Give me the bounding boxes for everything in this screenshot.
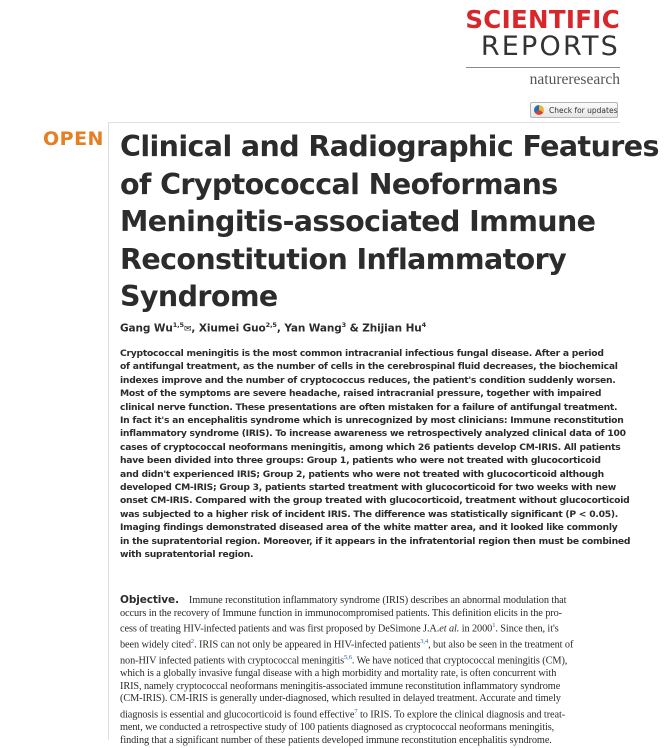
publisher-name: natureresearch [529, 71, 620, 88]
body-text-run: diagnosis is essential and glucocorticoid is found effective [120, 709, 355, 721]
abstract-line: inflammatory syndrome (IRIS). To increase awareness we retrospectively analyzed clinical data of 100 [120, 428, 626, 440]
abstract-line: and didn't experienced IRIS; Group 2, patients who were not treated with glucocorticoid although [120, 468, 604, 480]
body-line: occurs in the recovery of Immune function in immunocompromised patients. This definition elicits in the pro- [120, 607, 562, 619]
citation-link[interactable]: 2 [190, 638, 195, 646]
author-affiliation: 4 [421, 321, 427, 329]
abstract-line: In fact it's an encephalitis syndrome which is unrecognized by most clinicians: Immune reconstitution [120, 415, 624, 427]
citation-link[interactable]: 7 [354, 708, 358, 716]
abstract-line: indexes improve and the number of cryptococcus reduces, the patient's condition suddenly worsen. [120, 374, 616, 386]
abstract-line: cases of cryptococcal neoformans meningitis, among which 26 patients develop CM-IRIS. All patients [120, 441, 621, 453]
author-affiliation: 2,5 [265, 321, 277, 329]
body-line [120, 636, 625, 652]
author-name[interactable]: Zhijian Hu [362, 322, 422, 335]
author-affiliation: 1,5 [172, 321, 184, 329]
body-line: finding that a significant number of these patients developed immune reconstitution encephalitis syndrome. [120, 734, 552, 746]
abstract-line: Cryptococcal meningitis is the most common intracranial infectious fungal disease. After a period [120, 348, 604, 359]
author-name[interactable]: Xiumei Guo [198, 322, 266, 335]
body-text-run: cess of treating HIV-infected patients and was first proposed by DeSimone J.A. [120, 623, 440, 635]
body-line: IRIS, namely cryptococcal neoformans meningitis-associated immune reconstitution inflammatory syndrome [120, 680, 561, 692]
title-line: of Cryptococcal Neoformans [120, 167, 558, 201]
author-separator: , [276, 322, 285, 335]
body-text-run: in 2000 [459, 623, 493, 635]
abstract-line: developed CM-IRIS; Group 3, patients started treatment with glucocorticoid for two weeks with new [120, 482, 617, 494]
body-text-run: been widely cited [120, 639, 191, 651]
abstract-line: was subjected to a higher risk of incident IRIS. The difference was statistically significant (P < 0.05). [120, 508, 619, 520]
email-icon[interactable]: ✉ [183, 324, 192, 335]
body-text-run: to IRIS. To explore the clinical diagnosis and treat- [357, 709, 566, 721]
check-for-updates-label: Check for updates [549, 105, 618, 115]
section-heading: Objective. [120, 594, 179, 606]
body-italic: et al. [439, 623, 460, 635]
abstract-line: clinical nerve function. These presentations are often mistaken for a failure of antifungal treatment. [120, 401, 618, 413]
body-line [120, 706, 625, 722]
body-text-run: non-HIV infected patients with cryptococcal meningitis [120, 655, 345, 667]
citation-link[interactable]: 5,6 [344, 654, 352, 662]
open-access-tag: OPEN [43, 128, 104, 150]
body-section-objective [120, 594, 625, 747]
journal-name-line1: SCIENTIFIC [465, 5, 620, 34]
body-text-run: , but also be seen in the treatment of [428, 639, 574, 651]
title-line: Meningitis-associated Immune [120, 205, 596, 238]
citation-link[interactable]: 1 [492, 622, 496, 630]
title-line: Reconstitution Inflammatory [120, 242, 567, 276]
crossmark-icon [534, 105, 544, 115]
title-line: Syndrome [120, 280, 278, 313]
abstract-line: Most of the symptoms are severe headache, raised intracranial pressure, together with impaired [120, 388, 602, 400]
abstract-line: of antifungal treatment, as the number of cells in the cerebrospinal fluid decreases, the biochemical [120, 361, 618, 373]
body-text-run: Immune reconstitution inflammatory syndrome (IRIS) describes an abnormal modulation that [188, 595, 567, 606]
title-line: Clinical and Radiographic Features [120, 130, 659, 163]
body-line [120, 594, 625, 608]
body-line: which is a globally invasive fungal disease with a high morbidity and mortality rate, is often concurrent with [120, 668, 557, 680]
citation-link[interactable]: 3,4 [420, 638, 429, 646]
header-rule [108, 122, 620, 123]
body-line: (CM-IRIS). CM-IRIS is generally under-diagnosed, which resulted in delayed treatment. Accurate and timely [120, 693, 561, 705]
author-separator: , [191, 322, 199, 335]
abstract-line: with supratentorial region. [120, 549, 254, 561]
abstract [120, 347, 630, 562]
author-separator: & [346, 322, 363, 335]
body-line [120, 620, 625, 636]
abstract-line: onset CM-IRIS. Compared with the group treated with glucocorticoid, treatment without glucocorticoid [120, 495, 630, 507]
body-line: ment, we conducted a retrospective study of 100 patients diagnosed as cryptococcal neoformans meningitis, [120, 722, 555, 734]
check-for-updates-button[interactable] [530, 102, 618, 118]
author-name[interactable]: Gang Wu [120, 322, 173, 335]
abstract-line: have been divided into three groups: Group 1, patients who were not treated with glucocorticoid [120, 455, 601, 467]
journal-name-line2: REPORTS [480, 31, 620, 62]
masthead-divider [466, 67, 620, 68]
body-text-run: . IRIS can not only be appeared in HIV-infected patients [194, 639, 421, 651]
body-text-run: . We have noticed that cryptococcal meningitis (CM), [351, 655, 568, 667]
abstract-line: in the supratentorial region. Moreover, if it appears in the infratentorial region then must be combined [120, 535, 631, 547]
author-list [120, 321, 426, 335]
author-name[interactable]: Yan Wang [284, 322, 342, 335]
body-text-run: . Since then, it's [495, 623, 559, 635]
abstract-line: Imaging findings demonstrated diseased area of the white matter area, and it looked like commonly [120, 522, 618, 534]
body-line [120, 652, 625, 668]
article-title [120, 128, 659, 316]
author-affiliation: 3 [341, 321, 347, 329]
margin-rule [108, 122, 109, 740]
